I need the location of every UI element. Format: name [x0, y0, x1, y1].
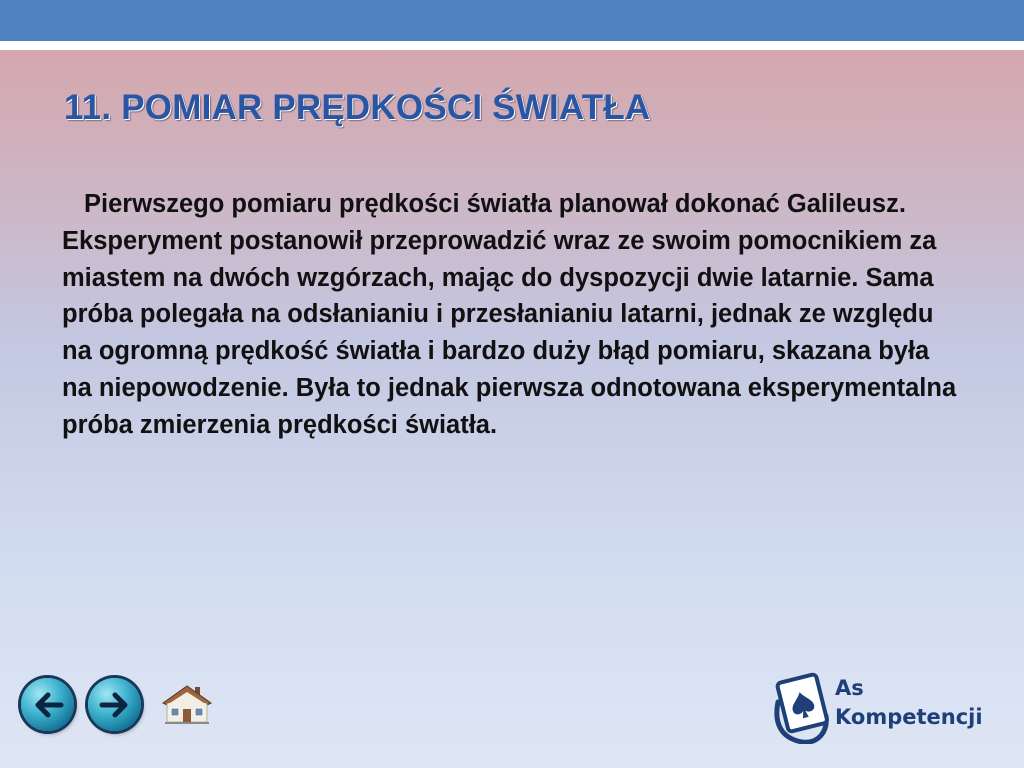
slide-title: 11. POMIAR PRĘDKOŚCI ŚWIATŁA [64, 88, 651, 127]
home-button[interactable] [160, 683, 214, 725]
logo-line-2: Kompetencji [835, 705, 983, 729]
spade-card-icon [768, 672, 830, 744]
next-slide-button[interactable] [88, 678, 141, 731]
as-kompetencji-logo [768, 672, 998, 744]
house-icon [160, 683, 214, 725]
previous-slide-button[interactable] [21, 678, 74, 731]
arrow-right-icon [98, 690, 132, 720]
slide-body-text: Pierwszego pomiaru prędkości światła planował dokonać Galileusz. Eksperyment postanowił przeprowadzić wraz ze swoim pomocnikiem za miastem na dwóch wzgórzach, mając do dyspozycji dwie latarnie. Sama próba polegała na odsłanianiu i przesłanianiu latarni, jednak ze względu na ogromną prędkość światła i bardzo duży błąd pomiaru, skazana była na niepowodzenie. Była to jednak pierwsza odnotowana eksperymentalna próba zmierzenia prędkości światła. [62, 190, 957, 439]
arrow-left-icon [31, 690, 65, 720]
top-bar [0, 0, 1024, 41]
top-strip [0, 41, 1024, 50]
logo-line-1: As [835, 676, 864, 700]
